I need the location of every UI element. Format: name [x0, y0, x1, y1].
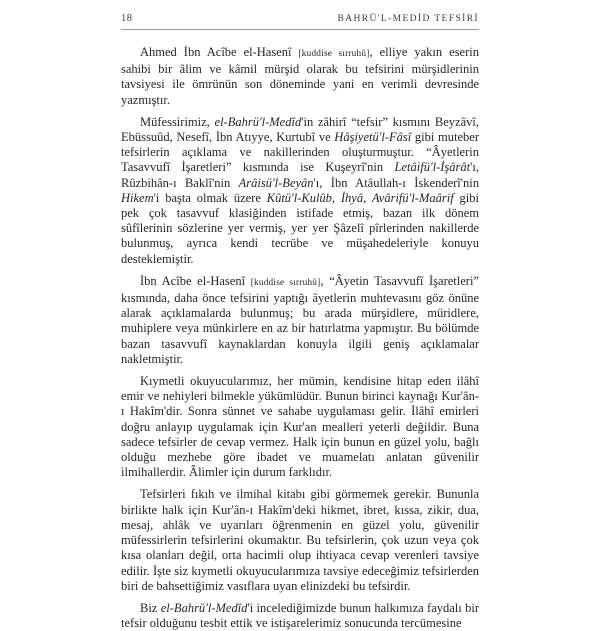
text-run: gibi muteber tefsirlerin açıklama ve nakillerinden oluşturmuştur. “Âyetlerin Tasavvufî İşaretleri” kısmında ise Kuşeyrî'nin	[121, 130, 479, 175]
text-run: gibi pek çok tasavvuf klasiğinden istifade etmiş, bazan ilk dönem sûfîlerinin sözlerine yer vermiş, yer yer Şâzelî pîrlerinden nakillerde bulunmuş, ayrıca kendi tecrübe ve müşahedeleriyle konuyu desteklemiştir.	[121, 190, 479, 266]
paragraph	[121, 374, 479, 480]
text-run: el-Bahrü'l-Medîd	[214, 114, 302, 129]
text-run: Letâifü'l-İşârât	[394, 160, 471, 175]
text-run: 'i başta olmak üzere	[153, 190, 267, 205]
paragraph	[121, 274, 479, 367]
paragraph	[121, 45, 479, 108]
text-run: İbn Acîbe el-Hasenî	[140, 273, 251, 288]
text-run: Müfessirimiz,	[140, 114, 215, 129]
text-run: Arâisü'l-Beyân	[238, 175, 314, 190]
text-run: , elliye yakın eserin sahibi bir âlim ve kâmil mürşid olarak bu tefsirini mürşidlerinin tavsiyesi ile ömrünün son döneminde yani en verimli devresinde yazmıştır.	[121, 45, 479, 107]
page-number: 18	[121, 13, 133, 24]
text-run: 'in zâhirî “tefsir” kısmını Beyzâvî, Ebüssuûd, Nesefî, İbn Atıyye, Kurtubî ve	[121, 114, 479, 145]
text-run: Hâşiyetü'l-Fâsî	[334, 130, 412, 145]
running-title: BAHRÜ'L-MEDİD TEFSİRİ	[337, 14, 479, 24]
text-run: Biz	[140, 600, 161, 615]
body-text	[121, 45, 479, 631]
paragraph	[121, 601, 479, 631]
paragraph	[121, 487, 479, 593]
text-run: 'i incelediğimizde bunun halkımıza faydalı bir tefsir olduğunu tesbit ettik ve istişarelerimiz sonucunda tercümesine	[121, 600, 480, 631]
text-run: Tefsirleri fıkıh ve ilmihal kitabı gibi görmemek gerekir. Bununla birlikte halk için Kur'ân-ı Hakîm'deki hikmet, ibret, kıssa, zikir, dua, mesaj, ahlâk ve uyarıları öğrenmenin en güzel yolu, güvenilir müfessirlerin tefsirlerini okumaktır. Bu tefsirlerin, çok uzun veya çok kısa olanları değil, orta hacimli olup ihtiyaca cevap verenleri tavsiye edilir. İşte siz kıymetli okuyucularımıza tavsiye edeceğimiz tefsirlerden biri de bahsettiğimiz vasıflara uyan elinizdeki bu tefsirdir.	[121, 487, 479, 593]
text-run: , “Âyetin Tasavvufî İşaretleri” kısmında, daha önce tefsirini yaptığı âyetlerin muhtevasını göz önüne alarak açıklamalarda bulunmuş; bu arada mürşidlere, müridlere, muhiplere veya münkirlere en az bir hatırlatma yapmıştır. Bu bölümde bazan tasavvufî kaynaklardan konuyla ilgili geniş açıklamalar nakletmiştir.	[121, 273, 479, 366]
text-run: Ahmed İbn Acîbe el-Hasenî	[140, 45, 299, 59]
text-run: [kuddise sırruhû]	[250, 277, 321, 288]
text-run: 'ı, Rûzbihân-ı Baklî'nin	[121, 160, 479, 190]
running-header	[121, 13, 479, 30]
text-run: Kûtü'l-Kulûb, İhyâ, Avârifü'l-Maârif	[266, 190, 454, 205]
text-run: Hikem	[121, 190, 154, 205]
text-run: 'ı, İbn Atâullah-ı İskenderî'nin	[313, 175, 479, 190]
text-run: Kıymetli okuyucularımız, her mümin, kendisine hitap eden ilâhî emir ve nehiyleri bilmekle yükümlüdür. Bunun birinci kaynağı Kur'ân-ı Hakîm'dir. Sonra sünnet ve sahabe uygulaması gelir. İlâhî emirleri doğru anlayıp uygulamak için Kur'an mealleri yeterli değildir. Buna sadece tefsirler de cevap vermez. Halk için bunun en güzel yolu, bağlı olduğu mezhebe göre ibadet ve muamelatı anlatan güvenilir ilmihallerdir. Âlimler için durum farklıdır.	[121, 374, 479, 480]
paragraph	[121, 115, 479, 267]
text-run: el-Bahrü'l-Medîd	[160, 600, 248, 615]
page-content	[121, 13, 479, 631]
text-run: [kuddise sırruhû]	[298, 49, 370, 59]
